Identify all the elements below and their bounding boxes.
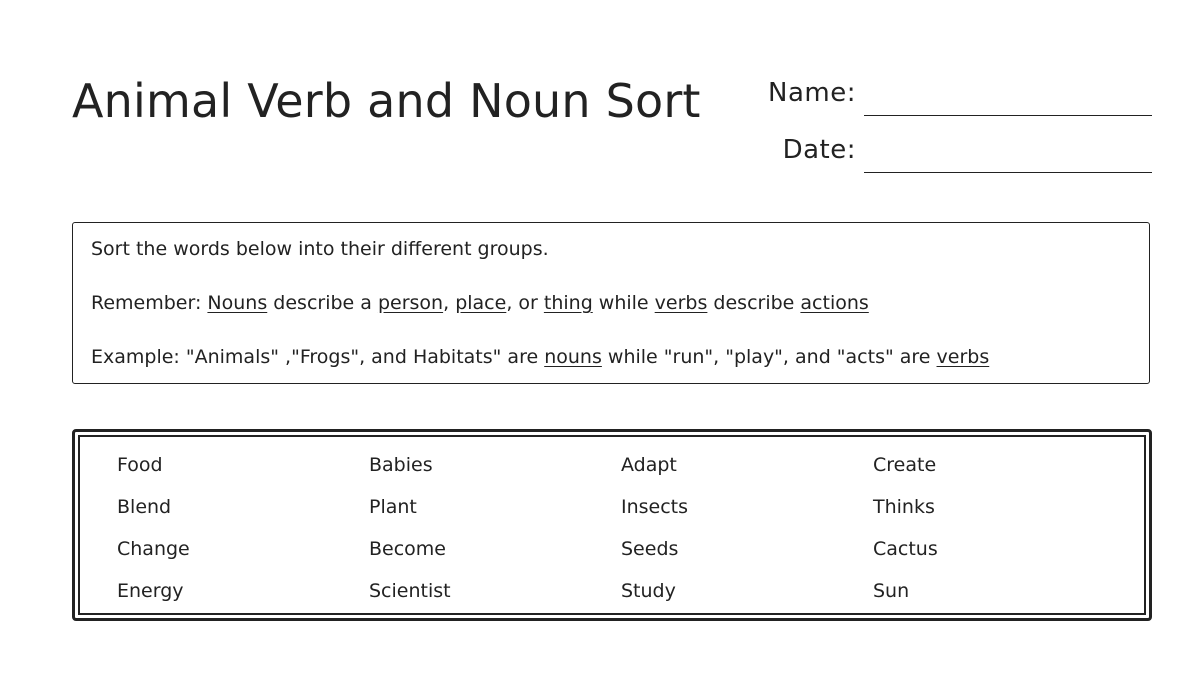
word-bank-item: Become <box>369 538 446 560</box>
instruction-line-2 <box>91 292 869 314</box>
thing-keyword: thing <box>543 292 593 314</box>
instr-text: describe a <box>267 292 378 314</box>
verbs-keyword: verbs <box>654 292 708 314</box>
instr-text: Example: "Animals" ,"Frogs", and Habitats" are <box>91 346 545 368</box>
word-bank-item: Insects <box>621 496 689 518</box>
verbs-keyword: verbs <box>936 346 990 368</box>
instr-text: , or <box>506 292 544 314</box>
word-bank-item: Scientist <box>369 580 451 602</box>
nouns-keyword: nouns <box>544 346 602 368</box>
name-field <box>700 78 1152 118</box>
word-bank-item: Study <box>621 580 676 602</box>
name-label: Name: <box>768 78 856 108</box>
word-bank-item: Blend <box>117 496 172 518</box>
word-bank-item: Plant <box>369 496 417 518</box>
word-bank-inner-border <box>78 435 1146 615</box>
date-field <box>700 135 1152 175</box>
word-bank-item: Babies <box>369 454 433 476</box>
word-bank-item: Cactus <box>873 538 938 560</box>
instr-text: while <box>592 292 655 314</box>
instr-text: , <box>443 292 456 314</box>
word-bank-item: Food <box>117 454 163 476</box>
person-keyword: person <box>377 292 444 314</box>
date-label: Date: <box>782 135 856 165</box>
instructions-box <box>72 222 1150 384</box>
instruction-line-3 <box>91 346 989 368</box>
word-bank-item: Create <box>873 454 937 476</box>
name-blank-line[interactable] <box>864 115 1152 116</box>
instr-text: describe <box>707 292 801 314</box>
word-bank-item: Energy <box>117 580 184 602</box>
page-title: Animal Verb and Noun Sort <box>72 74 701 128</box>
actions-keyword: actions <box>800 292 869 314</box>
word-bank-item: Seeds <box>621 538 679 560</box>
instr-text: while "run", "play", and "acts" are <box>601 346 937 368</box>
word-bank-item: Thinks <box>873 496 935 518</box>
instruction-line-1: Sort the words below into their different groups. <box>91 238 549 260</box>
instr-text: Remember: <box>91 292 208 314</box>
place-keyword: place <box>455 292 507 314</box>
nouns-keyword: Nouns <box>207 292 268 314</box>
date-blank-line[interactable] <box>864 172 1152 173</box>
word-bank-item: Adapt <box>621 454 677 476</box>
word-bank-item: Sun <box>873 580 910 602</box>
word-bank-box <box>72 429 1152 621</box>
word-bank-item: Change <box>117 538 190 560</box>
